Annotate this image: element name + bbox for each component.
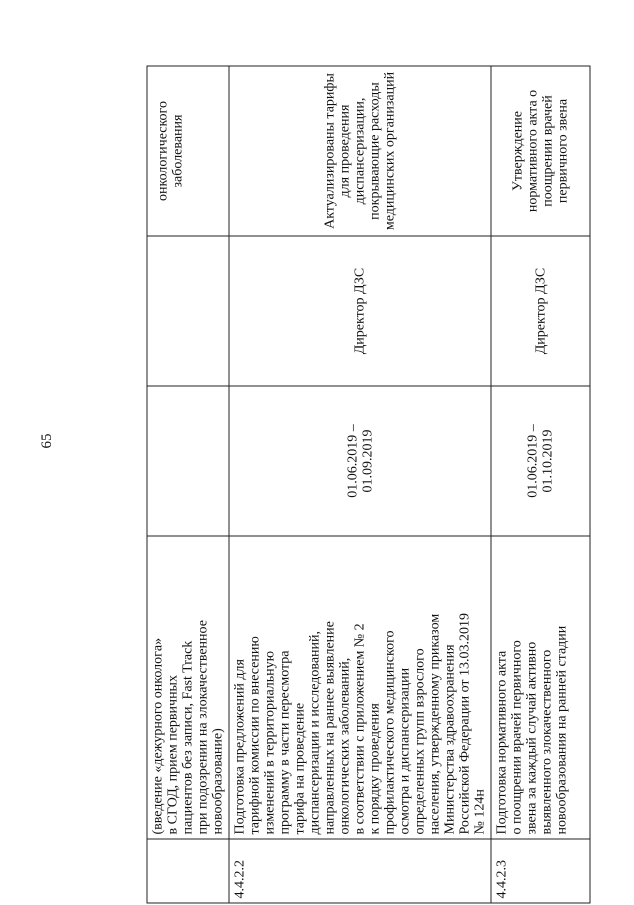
table-row (491, 66, 590, 903)
period-cell (147, 386, 229, 536)
responsible-cell (147, 236, 229, 386)
action-cell: Подготовка нормативного акта о поощрении врачей первичного звена за каждый случай активно выявленного злокачественного новообразования на ранней стадии (491, 536, 590, 839)
measures-table (147, 66, 591, 904)
item-number-cell (147, 839, 229, 903)
page-number: 65 (39, 433, 55, 449)
item-number-cell: 4.4.2.3 (491, 839, 590, 903)
rotated-table-container (147, 67, 571, 904)
table-row (229, 66, 491, 903)
period-cell: 01.06.2019 – 01.10.2019 (491, 386, 590, 536)
result-cell: Актуализированы тарифы для проведения диспансеризации, покрывающие расходы медицинских организаций (229, 66, 491, 236)
action-cell: Подготовка предложений для тарифной комиссии по внесению изменений в территориальную программу в части пересмотра тарифа на проведение диспансеризации и исследований, направленных на раннее выявление онкологических заболеваний, в соответствии с приложением № 2 к порядку проведения профилактического медицинского осмотра и диспансеризации определенных групп взрослого населения, утвержденному приказом Министерства здравоохранения Российской Федерации от 13.03.2019 № 124н (229, 536, 491, 839)
period-cell: 01.06.2019 – 01.09.2019 (229, 386, 491, 536)
result-cell: онкологического заболевания (147, 66, 229, 236)
responsible-cell: Директор ДЗС (491, 236, 590, 386)
item-number-cell: 4.4.2.2 (229, 839, 491, 903)
result-cell: Утверждение нормативного акта о поощрении врачей первичного звена (491, 66, 590, 236)
table-row (147, 66, 229, 903)
action-cell: (введение «дежурного онколога» в СГОД, прием первичных пациентов без записи, Fast Track при подозрении на злокачественное новообразование) (147, 536, 229, 839)
responsible-cell: Директор ДЗС (229, 236, 491, 386)
